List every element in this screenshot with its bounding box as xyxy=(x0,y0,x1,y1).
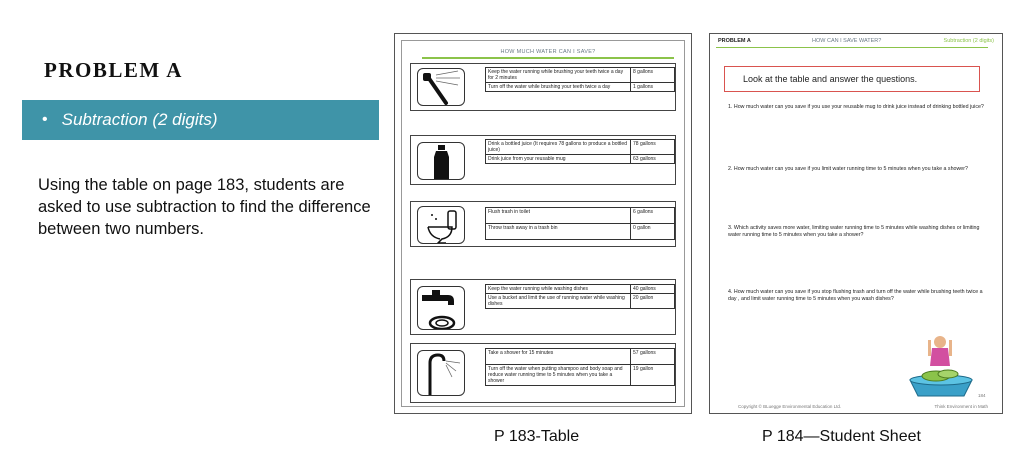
copyright-text: Copyright © BLuegge Environmental Education Ltd. xyxy=(738,404,842,409)
question-1: 1. How much water can you save if you use your reusable mug to drink juice instead of drinking bottled juice? xyxy=(728,104,984,110)
gallons-cell: 0 gallon xyxy=(631,224,675,240)
table-row xyxy=(486,285,675,294)
bottle-icon xyxy=(417,142,465,180)
gallons-cell: 63 gallons xyxy=(631,155,675,164)
subtopic-banner xyxy=(22,100,379,140)
table-row xyxy=(486,83,675,92)
gallons-cell: 57 gallons xyxy=(631,349,675,365)
gallons-cell: 19 gallon xyxy=(631,365,675,386)
bullet-icon: • xyxy=(42,111,48,128)
activity-cell: Use a bucket and limit the use of running water while washing dishes xyxy=(486,294,631,309)
dishwashing-illustration xyxy=(906,334,976,400)
sheet-title: HOW CAN I SAVE WATER? xyxy=(812,38,882,44)
gallons-cell: 40 gallons xyxy=(631,285,675,294)
water-group-juice xyxy=(410,135,676,185)
activity-cell: Drink juice from your reusable mug xyxy=(486,155,631,164)
page-184-caption: P 184—Student Sheet xyxy=(762,428,921,445)
header-divider xyxy=(422,57,674,59)
table-row xyxy=(486,140,675,155)
table-row xyxy=(486,155,675,164)
footer-tagline: Think Environment in Math xyxy=(934,404,988,409)
activity-cell: Flush trash in toilet xyxy=(486,208,631,224)
gallons-cell: 1 gallons xyxy=(631,83,675,92)
activity-cell: Throw trash away in a trash bin xyxy=(486,224,631,240)
page-number: 184 xyxy=(978,393,986,398)
table-row xyxy=(486,68,675,83)
page-184-header xyxy=(716,38,996,47)
instruction-text: Look at the table and answer the questions. xyxy=(743,74,918,84)
problem-title: PROBLEM A xyxy=(44,58,183,82)
gallons-cell: 20 gallon xyxy=(631,294,675,309)
problem-description: Using the table on page 183, students are asked to use subtraction to find the difference between two numbers. xyxy=(38,176,371,238)
gallons-cell: 8 gallons xyxy=(631,68,675,83)
page-184-thumbnail xyxy=(709,33,1003,414)
gallons-cell: 78 gallons xyxy=(631,140,675,155)
table-row xyxy=(486,294,675,309)
page-183-caption: P 183-Table xyxy=(494,428,580,445)
toothbrush-icon xyxy=(417,68,465,106)
activity-cell: Drink a bottled juice (It requires 78 gallons to produce a bottled juice) xyxy=(486,140,631,155)
question-2: 2. How much water can you save if you limit water running time to 5 minutes when you take a shower? xyxy=(728,166,968,172)
water-group-brushing xyxy=(410,63,676,111)
table-row xyxy=(486,365,675,386)
toilet-icon xyxy=(417,206,465,244)
question-3: 3. Which activity saves more water, limiting water running time to 5 minutes while washing dishes or limiting water running time to 5 minutes when you take a shower? xyxy=(728,225,980,238)
question-4: 4. How much water can you save if you stop flushing trash and turn off the water while brushing teeth twice a day , and limit water running time to 5 minutes when you wash dishes? xyxy=(728,289,983,302)
table-row xyxy=(486,224,675,240)
shower-icon xyxy=(417,350,465,396)
activity-cell: Turn off the water while brushing your teeth twice a day xyxy=(486,83,631,92)
header-divider xyxy=(716,47,988,48)
page-183-frame xyxy=(401,40,685,407)
page-183-header: HOW MUCH WATER CAN I SAVE? xyxy=(500,49,596,55)
activity-cell: Keep the water running while washing dishes xyxy=(486,285,631,294)
table-row xyxy=(486,208,675,224)
gallons-cell: 6 gallons xyxy=(631,208,675,224)
water-group-toilet xyxy=(410,201,676,247)
activity-cell: Take a shower for 15 minutes xyxy=(486,349,631,365)
activity-cell: Keep the water running while brushing your teeth twice a day for 2 minutes xyxy=(486,68,631,83)
sheet-topic: Subtraction (2 digits) xyxy=(943,38,994,44)
subtopic-label: Subtraction (2 digits) xyxy=(61,110,218,129)
sheet-problem-label: PROBLEM A xyxy=(718,38,751,44)
instruction-box xyxy=(724,66,980,92)
faucet-icon xyxy=(417,286,465,330)
page-183-thumbnail xyxy=(394,33,692,414)
table-row xyxy=(486,349,675,365)
activity-cell: Turn off the water when putting shampoo and body soap and reduce water running time to 5 minutes when you take a shower xyxy=(486,365,631,386)
water-group-dishes xyxy=(410,279,676,335)
water-group-shower xyxy=(410,343,676,403)
